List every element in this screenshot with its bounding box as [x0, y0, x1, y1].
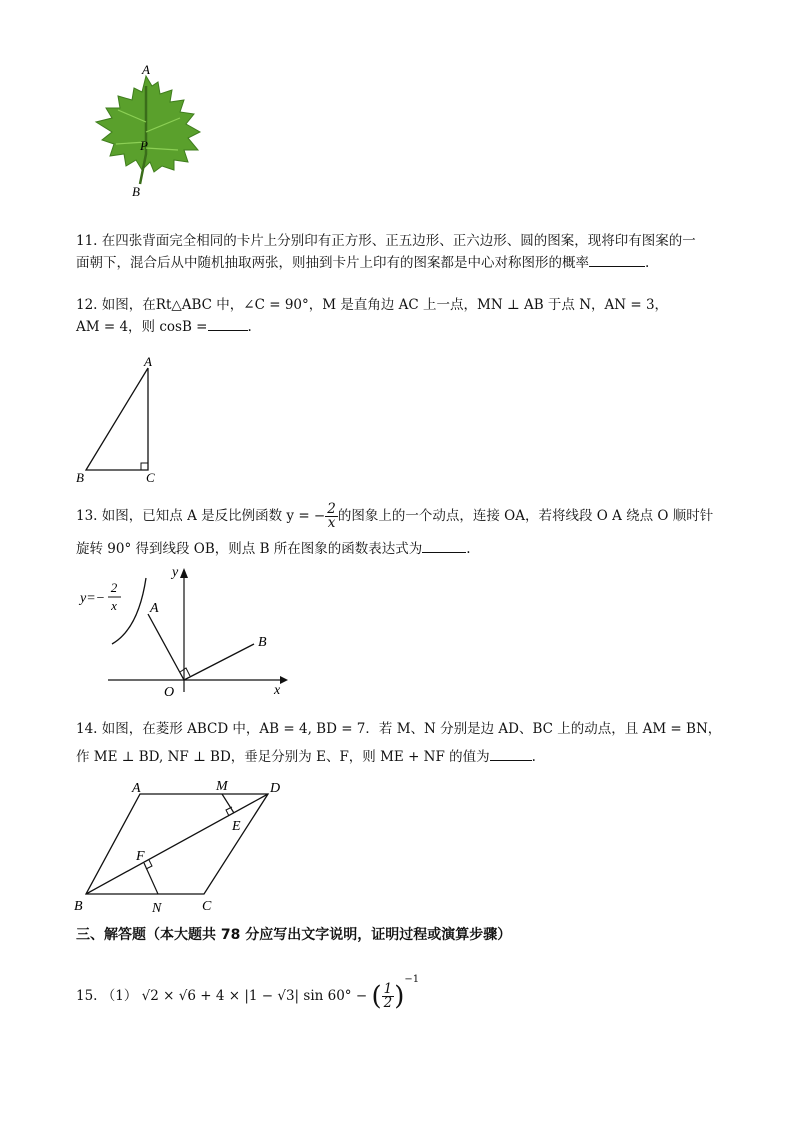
q15-frac-den: 2 [383, 995, 393, 1011]
tri-label-a: A [144, 354, 152, 369]
q11-text-1: 在四张背面完全相同的卡片上分别印有正方形、正五边形、正六边形、圆的图案，现将印有图案的一 [101, 233, 696, 249]
rh-label-d: D [270, 781, 281, 796]
q12-line-1 [76, 294, 726, 316]
segment-oa [148, 614, 184, 680]
q12-answer-blank[interactable] [208, 316, 248, 331]
q12-text-1: 如图，在Rt△ABC 中，∠C = 90°，M 是直角边 AC 上一点，MN ⊥ AB 于点 N，AN = 3， [101, 297, 669, 313]
question-14 [76, 718, 726, 768]
q14-rhombus-figure [72, 776, 292, 916]
q13-text-2: 旋转 90° 得到线段 OB，则点 B 所在图象的函数表达式为 [76, 541, 423, 557]
q14-text-2: 作 ME ⊥ BD, NF ⊥ BD，垂足分别为 E、F，则 ME + NF 的值为 [76, 749, 490, 765]
curve-label-den: x [111, 598, 117, 613]
q14-line-2 [76, 746, 726, 768]
right-angle-mark-c [141, 463, 148, 470]
rh-label-b: B [74, 899, 83, 914]
rh-label-e: E [232, 819, 241, 834]
leaf-figure [88, 62, 218, 202]
q13-fraction [325, 503, 338, 530]
q12-text-2: AM = 4，则 cosB = [76, 319, 208, 335]
graph-label-b: B [258, 635, 267, 650]
q11-answer-blank[interactable] [589, 252, 645, 267]
q13-text-1a: 如图，已知点 A 是反比例函数 y = − [101, 508, 326, 524]
question-15 [76, 958, 726, 1012]
tri-label-c: C [146, 470, 155, 485]
leaf-label-a: A [142, 62, 150, 77]
q14-answer-blank[interactable] [490, 746, 532, 761]
leaf-label-b: B [132, 184, 140, 199]
leaf-image [88, 62, 218, 202]
q11-line-2 [76, 252, 726, 274]
segment-ob [184, 644, 254, 680]
q13-answer-blank[interactable] [422, 538, 466, 553]
q11-text-2: 面朝下，混合后从中随机抽取两张，则抽到卡片上印有的图案都是中心对称图形的概率 [76, 255, 589, 271]
graph-label-a: A [150, 601, 159, 616]
q15-fraction [382, 983, 395, 1010]
q15-expression: √2 × √6 + 4 × |1 − √3| sin 60° − [141, 988, 368, 1004]
curve-label-prefix: y=− [80, 591, 106, 606]
q15-exponent: −1 [404, 974, 420, 985]
y-axis-arrow-icon [180, 568, 188, 578]
q11-number: 11. [76, 233, 98, 249]
q14-number: 14. [76, 721, 98, 737]
q12-line-2 [76, 316, 726, 338]
q15-frac-num: 1 [383, 981, 393, 997]
graph-label-o: O [164, 685, 175, 700]
segment-me [222, 794, 234, 813]
rh-label-a: A [132, 781, 141, 796]
q13-graph-figure [74, 562, 294, 702]
q13-line-2 [76, 538, 726, 560]
q13-end: . [466, 541, 471, 557]
q15-line-1 [76, 958, 726, 1012]
question-13 [76, 500, 726, 560]
q11-end: . [645, 255, 650, 271]
curve-label-num: 2 [110, 580, 118, 595]
q13-frac-den: x [327, 515, 336, 531]
q15-paren-close: ) [394, 981, 405, 1012]
question-12 [76, 294, 726, 338]
right-angle-mark-f [146, 860, 152, 869]
section-3-title: 三、解答题（本大题共 78 分应写出文字说明，证明过程或演算步骤） [76, 927, 512, 943]
section-3-heading [76, 924, 511, 944]
tri-label-b: B [76, 470, 84, 485]
q12-triangle-figure [72, 354, 172, 488]
graph-label-y: y [172, 565, 179, 580]
rh-label-n: N [152, 901, 162, 916]
rh-label-c: C [202, 899, 212, 914]
graph-label-x: x [274, 683, 281, 698]
q13-frac-num: 2 [327, 501, 336, 517]
q15-paren-open: ( [371, 981, 382, 1012]
x-axis-arrow-icon [280, 676, 288, 684]
q15-number: 15. [76, 988, 98, 1004]
q12-number: 12. [76, 297, 98, 313]
segment-nf [144, 863, 158, 894]
q11-line-1 [76, 230, 726, 252]
q12-end: . [247, 319, 252, 335]
triangle-abc [86, 368, 148, 470]
q13-line-1 [76, 500, 726, 532]
q15-part: （1） [101, 988, 138, 1004]
question-11 [76, 230, 726, 274]
rh-label-f: F [136, 849, 145, 864]
q14-end: . [531, 749, 536, 765]
rh-label-m: M [216, 779, 228, 794]
q14-text-1: 如图，在菱形 ABCD 中，AB = 4, BD = 7．若 M、N 分别是边 AD、BC 上的动点，且 AM = BN， [101, 721, 722, 737]
q13-number: 13. [76, 508, 98, 524]
q14-line-1 [76, 718, 726, 740]
leaf-label-p: P [140, 138, 148, 153]
q13-text-1b: 的图象上的一个动点，连接 OA，若将线段 O A 绕点 O 顺时针 [337, 508, 714, 524]
